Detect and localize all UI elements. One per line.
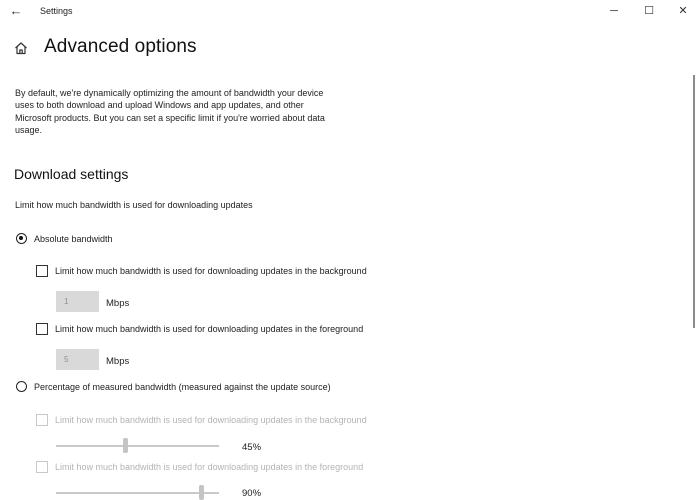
description-text: By default, we're dynamically optimizing the amount of bandwidth your device uses to both download and upload Windows and app updates, and other Microsoft products. But you can set a specific limit if you're worried about data usage. [15,88,325,135]
absolute-background-unit: Mbps [106,298,130,309]
percentage-bandwidth-radio[interactable] [16,381,27,392]
absolute-foreground-label: Limit how much bandwidth is used for downloading updates in the foreground [55,324,364,334]
arrow-left-icon: ← [9,3,23,18]
percentage-foreground-value: 90% [242,488,262,499]
percentage-foreground-checkbox[interactable] [36,461,48,473]
maximize-button[interactable] [632,0,666,22]
percentage-foreground-label: Limit how much bandwidth is used for downloading updates in the foreground [55,462,364,472]
section-subtitle: Limit how much bandwidth is used for downloading updates [15,200,253,210]
section-title-download-settings: Download settings [14,166,129,182]
minimize-icon: ─ [610,5,618,17]
app-title: Settings [40,6,73,16]
percentage-foreground-slider-thumb[interactable] [199,485,204,500]
percentage-background-slider-thumb[interactable] [123,438,128,453]
absolute-foreground-unit: Mbps [106,356,130,367]
absolute-foreground-mbps-input[interactable]: 5 [56,349,99,370]
absolute-background-mbps-input[interactable]: 1 [56,291,99,312]
percentage-background-label: Limit how much bandwidth is used for downloading updates in the background [55,415,367,425]
percentage-bandwidth-label: Percentage of measured bandwidth (measured against the update source) [34,382,331,392]
percentage-foreground-slider-track[interactable] [56,492,219,494]
minimize-button[interactable] [597,0,631,22]
home-icon [13,40,29,56]
absolute-bandwidth-label: Absolute bandwidth [34,234,113,244]
absolute-foreground-checkbox[interactable] [36,323,48,335]
maximize-icon: ☐ [644,5,654,17]
title-bar [0,0,696,24]
percentage-background-slider-track[interactable] [56,445,219,447]
percentage-background-checkbox[interactable] [36,414,48,426]
absolute-bandwidth-radio[interactable] [16,233,27,244]
vertical-scrollbar[interactable] [693,75,695,328]
page-title: Advanced options [44,36,197,57]
close-button[interactable] [666,0,696,22]
close-icon: ✕ [678,5,688,17]
percentage-background-value: 45% [242,442,262,453]
absolute-background-checkbox[interactable] [36,265,48,277]
back-button[interactable] [6,2,26,20]
absolute-background-label: Limit how much bandwidth is used for downloading updates in the background [55,266,367,276]
